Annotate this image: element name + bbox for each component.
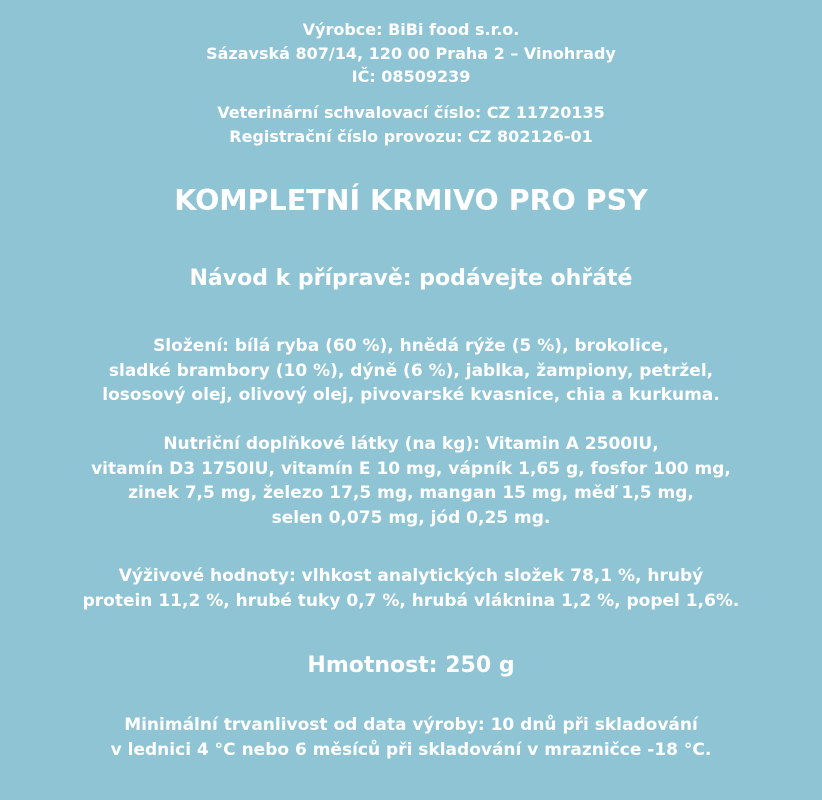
product-title: KOMPLETNÍ KRMIVO PRO PSY — [174, 184, 648, 217]
shelf-life-line: v lednici 4 °C nebo 6 měsíců při skladování v mrazničce -18 °C. — [110, 739, 712, 760]
manufacturer-id: IČ: 08509239 — [351, 67, 471, 86]
composition-line: lososový olej, olivový olej, pivovarské kvasnice, chia a kurkuma. — [102, 385, 720, 405]
manufacturer-info — [0, 18, 822, 89]
nutritional-values — [0, 564, 822, 613]
supplements-line: zinek 7,5 mg, železo 17,5 mg, mangan 15 mg, měď 1,5 mg, — [128, 483, 694, 503]
shelf-life — [0, 713, 822, 762]
manufacturer-name: Výrobce: BiBi food s.r.o. — [302, 20, 520, 39]
supplements-line: vitamín D3 1750IU, vitamín E 10 mg, vápník 1,65 g, fosfor 100 mg, — [91, 458, 731, 479]
net-weight: Hmotnost: 250 g — [307, 653, 515, 678]
veterinary-approval-number: Veterinární schvalovací číslo: CZ 11720135 — [217, 103, 605, 122]
composition-line: Složení: bílá ryba (60 %), hnědá rýže (5 %), brokolice, — [153, 336, 669, 356]
registration-info — [0, 101, 822, 148]
supplements-line: Nutriční doplňkové látky (na kg): Vitamin A 2500IU, — [163, 434, 659, 454]
nutritional-supplements — [0, 432, 822, 530]
nutrition-line: protein 11,2 %, hrubé tuky 0,7 %, hrubá vláknina 1,2 %, popel 1,6%. — [82, 590, 740, 611]
composition-line: sladké brambory (10 %), dýně (6 %), jablka, žampiony, petržel, — [108, 360, 714, 381]
composition — [0, 334, 822, 408]
preparation-instructions: Návod k přípravě: podávejte ohřáté — [189, 266, 633, 291]
shelf-life-line: Minimální trvanlivost od data výroby: 10 dnů při skladování — [124, 715, 698, 735]
operation-registration-number: Registrační číslo provozu: CZ 802126-01 — [229, 126, 593, 146]
nutrition-line: Výživové hodnoty: vlhkost analytických složek 78,1 %, hrubý — [118, 566, 704, 586]
supplements-line: selen 0,075 mg, jód 0,25 mg. — [271, 507, 551, 528]
manufacturer-address: Sázavská 807/14, 120 00 Praha 2 – Vinohrady — [206, 43, 616, 63]
